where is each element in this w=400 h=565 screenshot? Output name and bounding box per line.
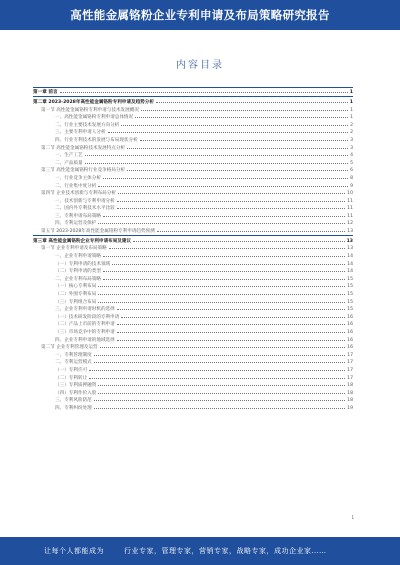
- toc-entry-text: （一）核心专利布局: [55, 284, 97, 290]
- toc-entry-text: 第一节 企业专利申请及布局策略: [41, 246, 107, 252]
- toc-entry[interactable]: [33, 336, 353, 344]
- toc-entry-text: 二、企业专利布局策略: [55, 276, 101, 282]
- toc-entry-text: 二、行业主要技术发展方向分析: [55, 122, 120, 128]
- toc-entry[interactable]: [33, 374, 353, 382]
- toc-entry[interactable]: [33, 189, 353, 197]
- toc-entry-page: 8: [350, 175, 353, 181]
- toc-entry-page: 4: [350, 153, 353, 159]
- toc-entry-page: 11: [347, 213, 353, 219]
- toc-entry-text: 四、企业专利申请的地域选择: [55, 337, 115, 343]
- toc-entry[interactable]: [33, 237, 353, 245]
- toc-leader-dots: [121, 121, 348, 126]
- toc-entry[interactable]: [33, 244, 353, 252]
- toc-leader-dots: [140, 136, 348, 141]
- toc-entry-page: 18: [347, 383, 353, 389]
- toc-entry[interactable]: [33, 151, 353, 159]
- toc-leader-dots: [118, 189, 345, 194]
- footer-banner: [0, 537, 400, 565]
- toc-entry-text: 一、行业竞争主体分析: [55, 175, 101, 181]
- toc-leader-dots: [117, 336, 345, 341]
- toc-entry-text: （一）专利许可: [55, 367, 88, 373]
- toc-leader-dots: [156, 98, 348, 103]
- toc-entry-page: 2: [350, 130, 353, 136]
- toc-entry-page: 16: [347, 337, 353, 343]
- toc-leader-dots: [98, 298, 345, 303]
- toc-leader-dots: [112, 260, 345, 265]
- toc-leader-dots: [94, 358, 345, 363]
- toc-leader-dots: [117, 328, 345, 333]
- toc-leader-dots: [117, 204, 345, 209]
- toc-entry-text: 第二章 2023-2028年高性能金属铬粉专利申请及趋势分析: [33, 99, 154, 105]
- toc-leader-dots: [98, 282, 345, 287]
- toc-leader-dots: [133, 237, 345, 242]
- toc-entry-page: 16: [347, 314, 353, 320]
- toc-entry[interactable]: [33, 88, 353, 96]
- toc-leader-dots: [135, 113, 348, 118]
- toc-entry[interactable]: [33, 389, 353, 397]
- toc-entry-page: 17: [347, 352, 353, 358]
- toc-entry[interactable]: [33, 204, 353, 212]
- toc-leader-dots: [98, 290, 345, 295]
- toc-entry[interactable]: [33, 396, 353, 404]
- toc-entry[interactable]: [33, 366, 353, 374]
- toc-entry[interactable]: [33, 227, 353, 235]
- toc-entry-text: （二）专利申请的类型: [55, 269, 101, 275]
- toc-entry[interactable]: [33, 290, 353, 298]
- toc-entry-page: 15: [347, 307, 353, 313]
- toc-entry-text: （二）专利转让: [55, 375, 88, 381]
- toc-entry[interactable]: [33, 320, 353, 328]
- toc-entry-page: 15: [347, 292, 353, 297]
- toc-entry[interactable]: [33, 219, 353, 227]
- toc-entry[interactable]: [33, 313, 353, 321]
- toc-leader-dots: [94, 396, 345, 401]
- toc-entry-text: 一、技术创新与专利申请分析: [55, 198, 115, 204]
- toc-entry-page: 6: [350, 168, 353, 174]
- toc-entry-page: 1: [350, 115, 353, 121]
- toc-leader-dots: [103, 252, 345, 257]
- toc-leader-dots: [117, 197, 345, 202]
- toc-entry-text: 第三节 高性能金属铬粉行业竞争格局分析: [41, 168, 126, 174]
- toc-entry[interactable]: [33, 252, 353, 260]
- toc-entry[interactable]: [33, 166, 353, 174]
- toc-leader-dots: [98, 182, 348, 187]
- toc-entry-page: 1: [349, 99, 353, 105]
- toc-entry-page: 3: [350, 137, 353, 143]
- toc-leader-dots: [108, 128, 349, 133]
- toc-entry-page: 17: [347, 375, 353, 381]
- toc-entry-text: 三、专利申请布局策略: [55, 213, 101, 219]
- toc-entry-text: 二、行业集中度分析: [55, 183, 97, 189]
- toc-leader-dots: [60, 88, 348, 93]
- toc-leader-dots: [94, 404, 345, 409]
- toc-entry-text: 第二节 企业专利管理及运营: [41, 345, 98, 351]
- report-title: 高性能金属铬粉企业专利申请及布局策略研究报告: [70, 8, 330, 22]
- toc-entry-text: 一、高性能金属铬粉专利申请总体情况: [55, 115, 134, 121]
- toc-entry-text: （三）市场竞争中的专利申请: [55, 329, 115, 335]
- toc-entry[interactable]: [33, 267, 353, 275]
- toc-entry[interactable]: [33, 343, 353, 351]
- toc-leader-dots: [141, 106, 348, 111]
- toc-entry-page: 3: [350, 145, 353, 151]
- toc-entry[interactable]: [33, 260, 353, 268]
- toc-entry[interactable]: [33, 144, 353, 152]
- toc-entry-text: 四、专利运营及保护: [55, 221, 97, 227]
- report-header: [0, 0, 400, 30]
- toc-entry[interactable]: [33, 197, 353, 205]
- toc-entry[interactable]: [33, 98, 353, 106]
- toc-entry-page: 17: [347, 360, 353, 366]
- toc-entry-page: 16: [347, 322, 353, 328]
- toc-entry-text: （二）产品上市前的专利申请: [55, 322, 115, 328]
- toc-entry-page: 19: [347, 405, 353, 411]
- toc-entry-page: 13: [346, 238, 353, 244]
- toc-entry-text: 第三章 高性能金属铬粉企业专利申请布局及建议: [33, 238, 132, 244]
- toc-entry-page: 15: [347, 299, 353, 305]
- toc-entry-page: 10: [347, 191, 353, 197]
- toc-entry-page: 16: [347, 345, 353, 351]
- toc-leader-dots: [157, 227, 345, 232]
- toc-leader-dots: [103, 212, 345, 217]
- toc-entry-text: （一）技术研发阶段的专利申请: [55, 314, 120, 320]
- toc-entry-page: 11: [347, 206, 353, 212]
- toc-entry[interactable]: [33, 113, 353, 121]
- footer-categories: 行业专家，管理专家，营销专家，战略专家，成功企业家……: [124, 547, 327, 555]
- toc-leader-dots: [121, 313, 345, 318]
- toc-entry-page: 15: [347, 276, 353, 282]
- toc-leader-dots: [89, 374, 345, 379]
- toc-leader-dots: [94, 351, 345, 356]
- toc-leader-dots: [109, 244, 345, 249]
- toc-leader-dots: [103, 174, 348, 179]
- toc-title: 内容目录: [176, 60, 224, 71]
- toc-entry[interactable]: [33, 174, 353, 182]
- toc-entry-page: 2: [350, 122, 353, 128]
- toc-entry[interactable]: [33, 381, 353, 389]
- toc-entry-text: 三、主要专利申请人分析: [55, 130, 106, 136]
- toc-entry-page: 14: [347, 254, 353, 260]
- toc-entry[interactable]: [33, 351, 353, 359]
- toc-entry[interactable]: [33, 106, 353, 114]
- toc-entry-text: 第一章 前言: [33, 90, 58, 96]
- toc-leader-dots: [100, 343, 346, 348]
- toc-entry[interactable]: [33, 358, 353, 366]
- toc-entry[interactable]: [33, 275, 353, 283]
- toc-entry[interactable]: [33, 182, 353, 190]
- toc-entry[interactable]: [33, 159, 353, 167]
- toc-leader-dots: [103, 275, 345, 280]
- page-number: 1: [351, 515, 354, 520]
- toc-entry-text: （三）专利质押融资: [55, 383, 97, 389]
- toc-entry[interactable]: [33, 305, 353, 313]
- toc-entry-text: 第一节 高性能金属铬粉专利申请与技术发展概况: [41, 107, 139, 113]
- table-of-contents: [33, 86, 353, 514]
- toc-leader-dots: [103, 267, 345, 272]
- toc-leader-dots: [98, 219, 345, 224]
- toc-entry[interactable]: [33, 328, 353, 336]
- toc-entry-page: 15: [347, 284, 353, 290]
- toc-entry-text: 四、行业专利技术的发展与布局现状分析: [55, 137, 138, 143]
- toc-entry-text: 二、产品质量: [55, 160, 83, 166]
- toc-entry-text: 二、专利运营模式: [55, 360, 92, 366]
- toc-entry-page: 14: [347, 269, 353, 275]
- toc-entry-text: 第二节 高性能金属铬粉技术发展特点分析: [41, 145, 126, 151]
- toc-entry-text: 第四节 企业技术创新与专利布局分析: [41, 191, 116, 197]
- footer-slogan: 让每个人都能成为: [44, 547, 104, 555]
- toc-entry-page: 13: [347, 229, 353, 235]
- toc-entry-page: 17: [347, 367, 353, 373]
- toc-leader-dots: [85, 159, 348, 164]
- toc-entry-page: 5: [350, 160, 353, 166]
- toc-leader-dots: [98, 381, 345, 386]
- toc-entry-page: 18: [347, 390, 353, 396]
- toc-entry-text: 四、专利纠纷处理: [55, 405, 92, 411]
- toc-entry-page: 13: [347, 246, 353, 252]
- toc-entry-text: 一、企业专利申请策略: [55, 254, 101, 260]
- toc-entry-text: 一、专利管理制度: [55, 352, 92, 358]
- toc-entry[interactable]: [33, 298, 353, 306]
- toc-leader-dots: [117, 320, 345, 325]
- toc-entry-page: 1: [350, 107, 353, 113]
- toc-leader-dots: [117, 305, 345, 310]
- toc-leader-dots: [127, 166, 348, 171]
- toc-leader-dots: [98, 389, 345, 394]
- toc-entry[interactable]: [33, 282, 353, 290]
- toc-leader-dots: [85, 151, 348, 156]
- toc-leader-dots: [127, 144, 348, 149]
- toc-entry-text: （二）外围专利布局: [55, 292, 97, 297]
- toc-entry-text: 三、企业专利申请时机的选择: [55, 307, 115, 313]
- toc-entry[interactable]: [33, 128, 353, 136]
- toc-entry-text: 三、专利风险防范: [55, 398, 92, 404]
- toc-entry-page: 12: [347, 221, 353, 227]
- toc-entry-page: 11: [347, 198, 353, 204]
- toc-entry-text: 第五节 2023-2028年高性能金属铬粉专利申请趋势预测: [41, 229, 155, 235]
- toc-entry-page: 14: [347, 261, 353, 267]
- toc-entry[interactable]: [33, 212, 353, 220]
- toc-entry-text: （一）专利申请的技术领域: [55, 261, 111, 267]
- toc-entry-text: 二、国内外专利技术水平比较: [55, 206, 115, 212]
- toc-entry-page: 1: [349, 90, 353, 96]
- toc-entry-page: 9: [350, 183, 353, 189]
- toc-entry[interactable]: [33, 136, 353, 144]
- toc-entry-text: （三）专利组合布局: [55, 299, 97, 305]
- toc-entry[interactable]: [33, 121, 353, 129]
- toc-leader-dots: [89, 366, 345, 371]
- toc-entry-text: （四）专利作价入股: [55, 390, 97, 396]
- toc-entry-page: 16: [347, 329, 353, 335]
- toc-entry-page: 18: [347, 398, 353, 404]
- toc-entry-text: 一、生产工艺: [55, 153, 83, 159]
- toc-entry[interactable]: [33, 404, 353, 412]
